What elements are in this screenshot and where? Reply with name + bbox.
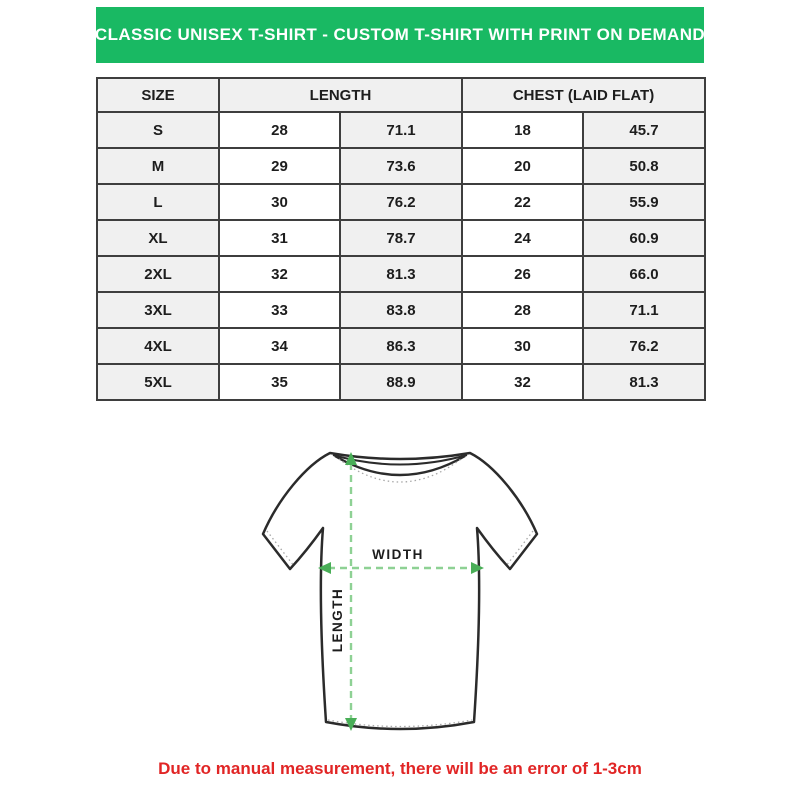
size-cell: 4XL [97, 328, 219, 364]
length-cm-cell: 83.8 [340, 292, 462, 328]
chest-cm-cell: 45.7 [583, 112, 705, 148]
table-row [97, 148, 705, 184]
table-row [97, 112, 705, 148]
length-cm-cell: 71.1 [340, 112, 462, 148]
tshirt-diagram-svg [250, 437, 550, 752]
chest-in-cell: 28 [462, 292, 583, 328]
chest-in-cell: 18 [462, 112, 583, 148]
tshirt-measurement-diagram [250, 437, 550, 752]
size-cell: S [97, 112, 219, 148]
length-cm-cell: 73.6 [340, 148, 462, 184]
length-in-cell: 31 [219, 220, 340, 256]
size-table [96, 77, 706, 401]
chest-cm-cell: 71.1 [583, 292, 705, 328]
length-label: LENGTH [330, 587, 345, 653]
tshirt-outline-icon [263, 453, 537, 729]
length-in-cell: 33 [219, 292, 340, 328]
table-row [97, 184, 705, 220]
length-in-cell: 35 [219, 364, 340, 400]
measurement-error-note: Due to manual measurement, there will be an error of 1-3cm [158, 759, 642, 778]
length-in-cell: 34 [219, 328, 340, 364]
column-header-chest: CHEST (LAID FLAT) [462, 78, 705, 112]
size-cell: XL [97, 220, 219, 256]
length-in-cell: 30 [219, 184, 340, 220]
length-cm-cell: 86.3 [340, 328, 462, 364]
chest-cm-cell: 50.8 [583, 148, 705, 184]
chest-in-cell: 24 [462, 220, 583, 256]
size-cell: M [97, 148, 219, 184]
length-cm-cell: 88.9 [340, 364, 462, 400]
chest-in-cell: 20 [462, 148, 583, 184]
table-row [97, 328, 705, 364]
size-table-container [96, 77, 704, 401]
column-header-length: LENGTH [219, 78, 462, 112]
width-label: WIDTH [372, 547, 424, 562]
table-row [97, 292, 705, 328]
chest-cm-cell: 55.9 [583, 184, 705, 220]
length-in-cell: 28 [219, 112, 340, 148]
size-cell: 5XL [97, 364, 219, 400]
chest-in-cell: 32 [462, 364, 583, 400]
size-cell: L [97, 184, 219, 220]
chest-cm-cell: 81.3 [583, 364, 705, 400]
length-cm-cell: 78.7 [340, 220, 462, 256]
table-row [97, 364, 705, 400]
chest-cm-cell: 76.2 [583, 328, 705, 364]
length-in-cell: 29 [219, 148, 340, 184]
size-cell: 2XL [97, 256, 219, 292]
length-cm-cell: 76.2 [340, 184, 462, 220]
chest-in-cell: 22 [462, 184, 583, 220]
length-cm-cell: 81.3 [340, 256, 462, 292]
table-row [97, 256, 705, 292]
page-title: CLASSIC UNISEX T-SHIRT - CUSTOM T-SHIRT WITH PRINT ON DEMAND [94, 25, 706, 44]
chest-in-cell: 30 [462, 328, 583, 364]
table-row [97, 220, 705, 256]
size-cell: 3XL [97, 292, 219, 328]
table-header-row [97, 78, 705, 112]
chest-cm-cell: 60.9 [583, 220, 705, 256]
chest-cm-cell: 66.0 [583, 256, 705, 292]
chest-in-cell: 26 [462, 256, 583, 292]
length-in-cell: 32 [219, 256, 340, 292]
title-banner [96, 7, 704, 63]
column-header-size: SIZE [97, 78, 219, 112]
